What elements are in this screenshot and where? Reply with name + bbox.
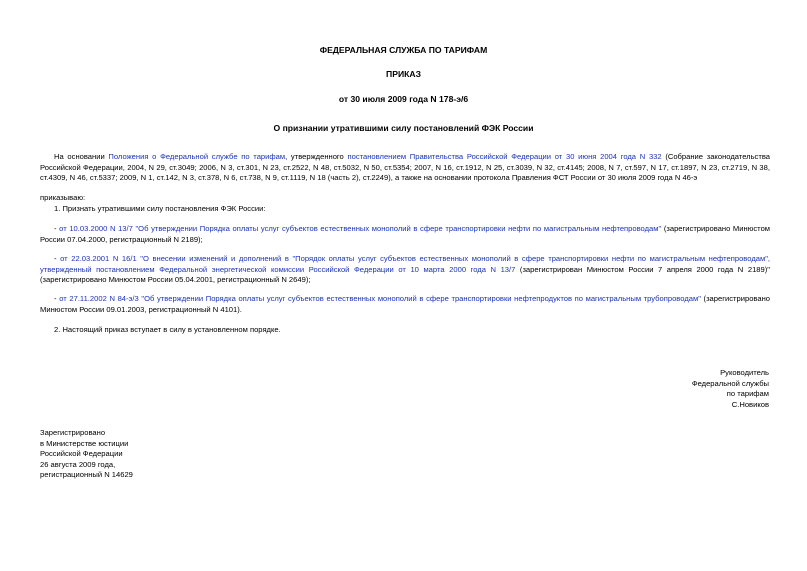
registration-line-3: Российской Федерации — [40, 449, 123, 459]
preamble-paragraph — [40, 152, 770, 184]
subitem-2-tail: (зарегистрирован Минюстом России 7 апреля 2000 года N 2189)" (зарегистрировано Минюстом России 05.04.2001, регистрационный N 2649); — [40, 264, 770, 285]
subitem-2 — [40, 254, 770, 286]
signature-line-2: Федеральной службы — [691, 378, 769, 388]
preamble-lead: На основании — [54, 152, 109, 161]
signature-name: С.Новиков — [731, 399, 769, 409]
registration-line-2: в Министерстве юстиции — [40, 438, 129, 448]
link-government-decree[interactable]: постановлением Правительства Российской Федерации от 30 июня 2004 года N 332 — [347, 152, 662, 161]
registration-number: регистрационный N 14629 — [40, 470, 133, 480]
registration-block — [40, 428, 133, 481]
registration-line-1: Зарегистрировано — [40, 428, 106, 437]
link-decree-13-7[interactable]: от 10.03.2000 N 13/7 "Об утверждении Порядка оплаты услуг субъектов естественных монополий в сфере транспортировки нефти по магистральным нефтепроводам" — [59, 224, 662, 233]
signature-block — [692, 368, 769, 410]
agency-name: ФЕДЕРАЛЬНАЯ СЛУЖБА ПО ТАРИФАМ — [319, 45, 488, 55]
subitem-1 — [40, 224, 770, 245]
link-decree-84-e-3[interactable]: от 27.11.2002 N 84-э/3 "Об утверждении Порядка оплаты услуг субъектов естественных монополий в сфере транспортировки нефтепродуктов по магистральным трубопроводам" — [59, 294, 701, 303]
signature-line-3: по тарифам — [726, 389, 769, 399]
item-1: 1. Признать утратившими силу постановления ФЭК России: — [54, 204, 266, 213]
subitem-1-tail: (зарегистрировано Минюстом России 07.04.2000, регистрационный N 2189); — [40, 224, 771, 244]
subitem-3-tail: (зарегистрировано Минюстом России 09.01.2003, регистрационный N 4101). — [40, 294, 771, 314]
item-2: 2. Настоящий приказ вступает в силу в установленном порядке. — [54, 325, 281, 334]
subitem-1-dash: - — [54, 224, 60, 233]
doc-title: О признании утратившими силу постановлений ФЭК России — [273, 123, 534, 133]
subitem-3-dash: - — [54, 294, 60, 303]
doc-type: ПРИКАЗ — [386, 69, 421, 79]
signature-line-1: Руководитель — [720, 368, 769, 377]
preamble-tail: (Собрание законодательства Российской Федерации, 2004, N 29, ст.3049; 2006, N 3, ст.301, N 23, ст.2522, N 48, ст.5032, N 50, ст.5354; 2007, N 16, ст.1912, N 25, ст.3039, N 32, ст.4145; 2008, N 7, ст.597, N 17, ст.1897, N 23, ст.2719, N 38, ст.4309, N 46, ст.5337; 2009, N 1, ст.142, N 3, ст.378, N 6, ст.738, N 9, ст.1119, N 18 (часть 2), ст.2249), а также на основании протокола Правления ФСТ России от 30 июля 2009 года N 46-э — [40, 152, 770, 183]
subitem-3 — [40, 294, 770, 315]
registration-date: 26 августа 2009 года, — [40, 459, 116, 469]
doc-date-number: от 30 июля 2009 года N 178-э/6 — [338, 94, 469, 104]
link-decree-16-1[interactable]: от 22.03.2001 N 16/1 "О внесении изменений и дополнений в "Порядок оплаты услуг субъектов естественных монополий в сфере транспортировки нефти по магистральным нефтепроводам", утвержденный постановлением Федеральной энергетической комиссии Российской Федерации от 10 марта 2000 года N 13/7 — [40, 254, 770, 274]
order-word: приказываю: — [40, 193, 86, 202]
link-fst-regulation[interactable]: Положения о Федеральной службе по тарифам — [108, 152, 286, 161]
subitem-2-dash: - — [54, 254, 61, 263]
preamble-mid: , утвержденного — [285, 152, 348, 161]
